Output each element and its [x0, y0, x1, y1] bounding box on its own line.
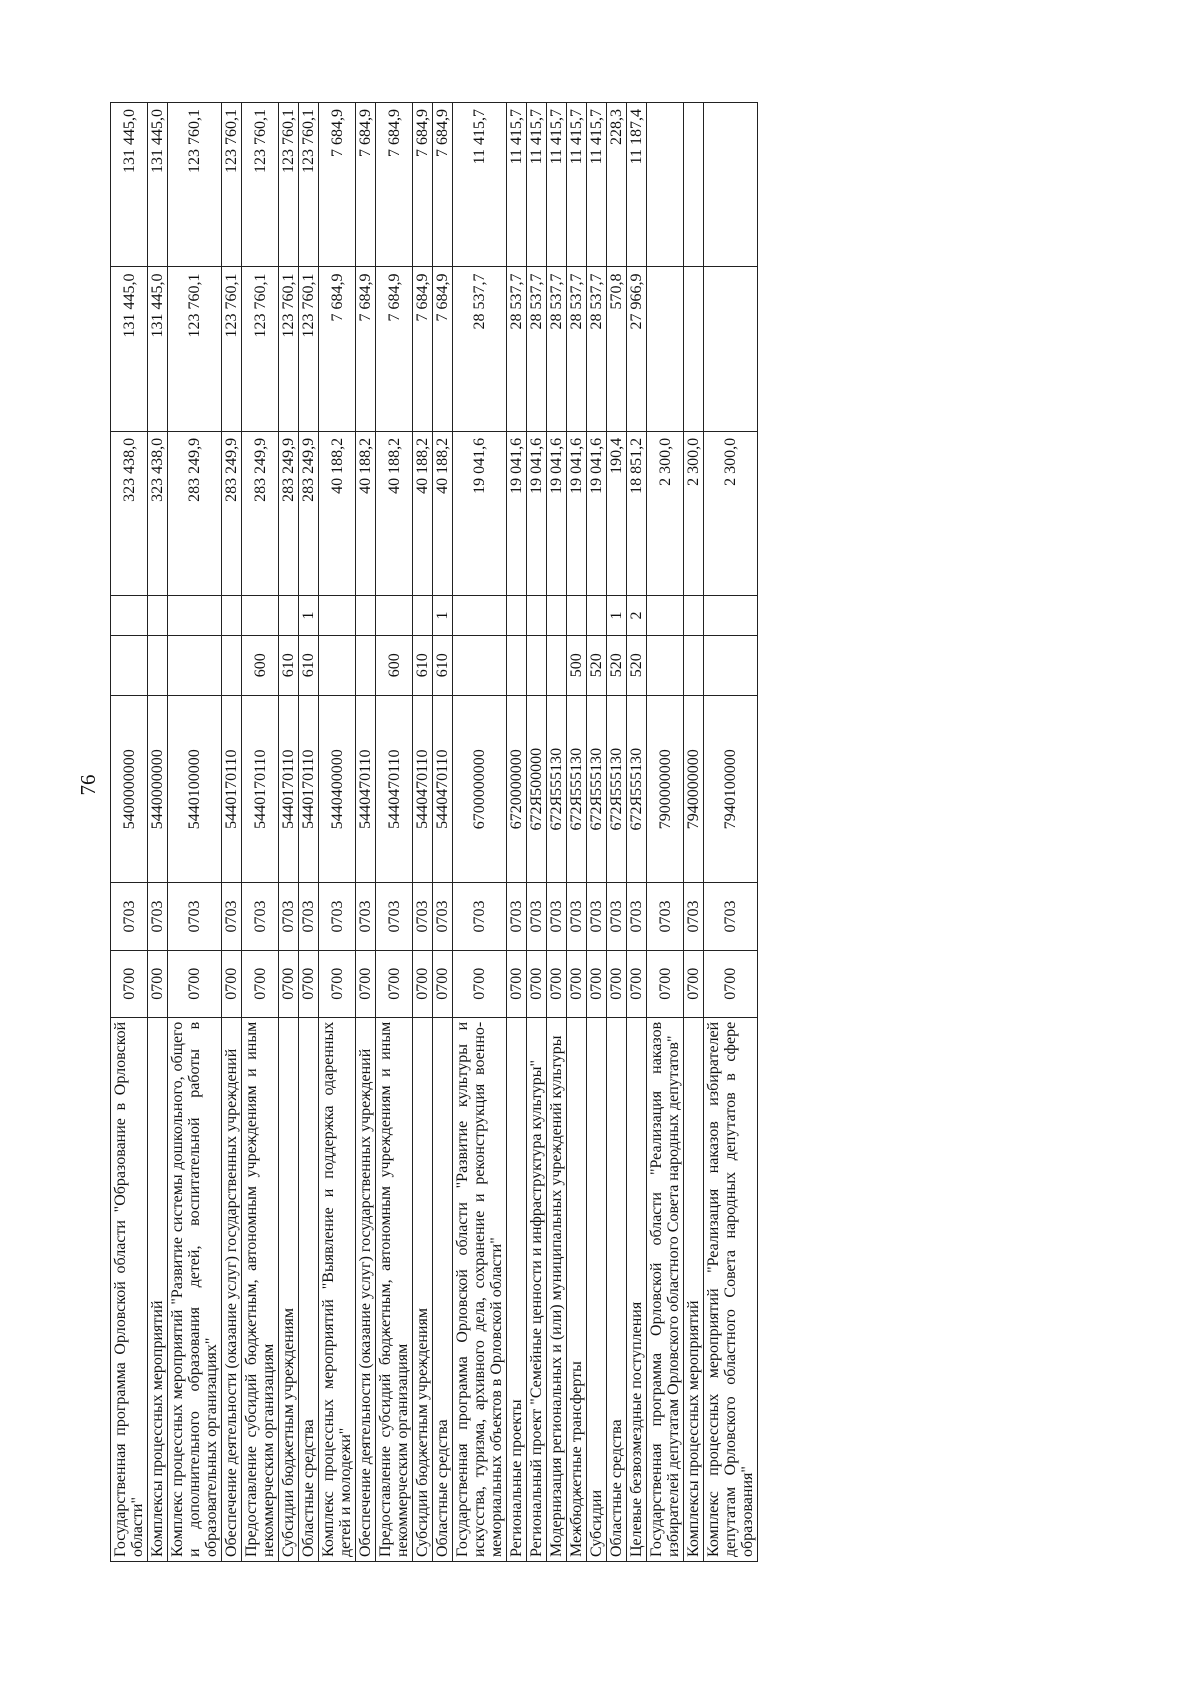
expense-type — [527, 635, 547, 695]
amount-year-3: 11 415,7 — [567, 103, 587, 267]
amount-year-2: 131 445,0 — [148, 267, 168, 431]
target-article: 5440400000 — [319, 695, 356, 883]
table-row — [376, 103, 413, 1562]
expense-type — [684, 635, 704, 695]
section-code: 0700 — [168, 950, 222, 1017]
subsection-code: 0703 — [319, 883, 356, 950]
table-row — [148, 103, 168, 1562]
expense-type — [222, 635, 242, 695]
row-name: Государственная программа Орловской области "Образование в Орловской области" — [111, 1017, 148, 1561]
amount-year-2: 7 684,9 — [356, 267, 376, 431]
amount-year-1: 190,4 — [607, 431, 627, 595]
amount-year-1: 283 249,9 — [242, 431, 279, 595]
table-row — [527, 103, 547, 1562]
subsection-code: 0703 — [607, 883, 627, 950]
table-row — [299, 103, 319, 1562]
amount-year-1: 283 249,9 — [299, 431, 319, 595]
target-article: 5440470110 — [413, 695, 433, 883]
amount-year-3 — [647, 103, 684, 267]
expense-subtype — [704, 596, 758, 635]
row-name: Областные средства — [433, 1017, 453, 1561]
subsection-code: 0703 — [148, 883, 168, 950]
expense-subtype — [684, 596, 704, 635]
table-row — [168, 103, 222, 1562]
expense-type — [319, 635, 356, 695]
amount-year-3: 123 760,1 — [168, 103, 222, 267]
subsection-code: 0703 — [222, 883, 242, 950]
expense-subtype: 2 — [627, 596, 647, 635]
expense-type — [547, 635, 567, 695]
row-name: Модернизация региональных и (или) муниципальных учреждений культуры — [547, 1017, 567, 1561]
amount-year-1: 2 300,0 — [684, 431, 704, 595]
expense-type — [111, 635, 148, 695]
subsection-code: 0703 — [684, 883, 704, 950]
amount-year-3 — [704, 103, 758, 267]
amount-year-2: 7 684,9 — [433, 267, 453, 431]
row-name: Целевые безвозмездные поступления — [627, 1017, 647, 1561]
section-code: 0700 — [704, 950, 758, 1017]
target-article: 672Я555130 — [567, 695, 587, 883]
expense-subtype — [507, 596, 527, 635]
row-name: Предоставление субсидий бюджетным, автономным учреждениям и иным некоммерческим организациям — [242, 1017, 279, 1561]
amount-year-3: 11 415,7 — [527, 103, 547, 267]
amount-year-2: 28 537,7 — [587, 267, 607, 431]
expense-subtype — [111, 596, 148, 635]
amount-year-2: 7 684,9 — [376, 267, 413, 431]
amount-year-1: 19 041,6 — [453, 431, 507, 595]
row-name: Комплексы процессных мероприятий — [148, 1017, 168, 1561]
row-name: Субсидии бюджетным учреждениям — [413, 1017, 433, 1561]
amount-year-3: 131 445,0 — [148, 103, 168, 267]
expense-subtype — [168, 596, 222, 635]
amount-year-2: 123 760,1 — [222, 267, 242, 431]
section-code: 0700 — [507, 950, 527, 1017]
expense-type — [507, 635, 527, 695]
expense-type — [148, 635, 168, 695]
amount-year-1: 19 041,6 — [507, 431, 527, 595]
amount-year-2: 123 760,1 — [299, 267, 319, 431]
row-name: Государственная программа Орловской области "Развитие культуры и искусства, туризма, архивного дела, сохранение и реконструкция военно-мемориальных объектов в Орловской области" — [453, 1017, 507, 1561]
table-row — [279, 103, 299, 1562]
amount-year-2: 28 537,7 — [547, 267, 567, 431]
expense-subtype — [587, 596, 607, 635]
table-body — [111, 103, 758, 1562]
expense-type: 520 — [607, 635, 627, 695]
expense-type: 520 — [627, 635, 647, 695]
target-article: 672Я555130 — [547, 695, 567, 883]
page-number: 76 — [76, 774, 100, 796]
expense-subtype — [413, 596, 433, 635]
amount-year-2 — [684, 267, 704, 431]
expense-type: 610 — [279, 635, 299, 695]
table-row — [704, 103, 758, 1562]
amount-year-1: 40 188,2 — [319, 431, 356, 595]
target-article: 7940000000 — [684, 695, 704, 883]
expense-subtype — [319, 596, 356, 635]
subsection-code: 0703 — [453, 883, 507, 950]
amount-year-1: 40 188,2 — [356, 431, 376, 595]
row-name: Субсидии бюджетным учреждениям — [279, 1017, 299, 1561]
amount-year-3: 123 760,1 — [279, 103, 299, 267]
table-row — [453, 103, 507, 1562]
subsection-code: 0703 — [299, 883, 319, 950]
amount-year-1: 323 438,0 — [111, 431, 148, 595]
target-article: 5440000000 — [148, 695, 168, 883]
expense-type — [168, 635, 222, 695]
expense-subtype — [547, 596, 567, 635]
amount-year-3: 11 415,7 — [547, 103, 567, 267]
amount-year-3: 7 684,9 — [319, 103, 356, 267]
amount-year-2 — [704, 267, 758, 431]
target-article: 672Я555130 — [627, 695, 647, 883]
table-row — [242, 103, 279, 1562]
amount-year-1: 19 041,6 — [547, 431, 567, 595]
target-article: 5440170110 — [299, 695, 319, 883]
table-row — [647, 103, 684, 1562]
expense-type — [647, 635, 684, 695]
amount-year-3: 123 760,1 — [299, 103, 319, 267]
amount-year-3: 7 684,9 — [413, 103, 433, 267]
rotated-table-wrapper — [110, 102, 1060, 1562]
target-article: 6700000000 — [453, 695, 507, 883]
subsection-code: 0703 — [279, 883, 299, 950]
section-code: 0700 — [111, 950, 148, 1017]
expense-subtype: 1 — [607, 596, 627, 635]
target-article: 672Я500000 — [527, 695, 547, 883]
expense-subtype — [567, 596, 587, 635]
amount-year-2: 131 445,0 — [111, 267, 148, 431]
expense-subtype: 1 — [433, 596, 453, 635]
section-code: 0700 — [567, 950, 587, 1017]
row-name: Предоставление субсидий бюджетным, автономным учреждениям и иным некоммерческим организациям — [376, 1017, 413, 1561]
target-article: 5440170110 — [242, 695, 279, 883]
amount-year-3: 228,3 — [607, 103, 627, 267]
amount-year-1: 283 249,9 — [279, 431, 299, 595]
subsection-code: 0703 — [547, 883, 567, 950]
section-code: 0700 — [279, 950, 299, 1017]
amount-year-1: 283 249,9 — [222, 431, 242, 595]
amount-year-2 — [647, 267, 684, 431]
expense-type — [356, 635, 376, 695]
section-code: 0700 — [547, 950, 567, 1017]
table-row — [356, 103, 376, 1562]
amount-year-3: 11 415,7 — [453, 103, 507, 267]
target-article: 5440170110 — [279, 695, 299, 883]
amount-year-1: 323 438,0 — [148, 431, 168, 595]
section-code: 0700 — [647, 950, 684, 1017]
row-name: Государственная программа Орловской области "Реализация наказов избирателей депутатам Орловского областного Совета народных депутатов" — [647, 1017, 684, 1561]
target-article: 5440470110 — [376, 695, 413, 883]
row-name: Межбюджетные трансферты — [567, 1017, 587, 1561]
section-code: 0700 — [148, 950, 168, 1017]
amount-year-2: 123 760,1 — [279, 267, 299, 431]
row-name: Комплекс процессных мероприятий "Реализация наказов избирателей депутатам Орловского областного Совета народных депутатов в сфере образования" — [704, 1017, 758, 1561]
subsection-code: 0703 — [704, 883, 758, 950]
section-code: 0700 — [319, 950, 356, 1017]
amount-year-1: 19 041,6 — [567, 431, 587, 595]
table-row — [433, 103, 453, 1562]
table-row — [627, 103, 647, 1562]
target-article: 5440170110 — [222, 695, 242, 883]
row-name: Областные средства — [607, 1017, 627, 1561]
row-name: Региональные проекты — [507, 1017, 527, 1561]
expense-subtype — [527, 596, 547, 635]
table-row — [507, 103, 527, 1562]
expense-subtype — [376, 596, 413, 635]
row-name: Обеспечение деятельности (оказание услуг) государственных учреждений — [222, 1017, 242, 1561]
amount-year-3: 123 760,1 — [242, 103, 279, 267]
subsection-code: 0703 — [527, 883, 547, 950]
expense-subtype: 1 — [299, 596, 319, 635]
expense-subtype — [222, 596, 242, 635]
row-name: Областные средства — [299, 1017, 319, 1561]
section-code: 0700 — [607, 950, 627, 1017]
section-code: 0700 — [684, 950, 704, 1017]
expense-type: 520 — [587, 635, 607, 695]
target-article: 672Я555130 — [587, 695, 607, 883]
subsection-code: 0703 — [413, 883, 433, 950]
subsection-code: 0703 — [647, 883, 684, 950]
target-article: 5440470110 — [433, 695, 453, 883]
expense-subtype — [279, 596, 299, 635]
expense-type: 610 — [299, 635, 319, 695]
expense-subtype — [148, 596, 168, 635]
target-article: 7900000000 — [647, 695, 684, 883]
amount-year-3: 131 445,0 — [111, 103, 148, 267]
expense-subtype — [356, 596, 376, 635]
table-row — [111, 103, 148, 1562]
amount-year-2: 123 760,1 — [168, 267, 222, 431]
amount-year-3: 7 684,9 — [356, 103, 376, 267]
section-code: 0700 — [413, 950, 433, 1017]
amount-year-3: 11 187,4 — [627, 103, 647, 267]
amount-year-1: 19 041,6 — [587, 431, 607, 595]
section-code: 0700 — [356, 950, 376, 1017]
section-code: 0700 — [527, 950, 547, 1017]
subsection-code: 0703 — [433, 883, 453, 950]
target-article: 5440100000 — [168, 695, 222, 883]
amount-year-2: 7 684,9 — [319, 267, 356, 431]
amount-year-2: 28 537,7 — [567, 267, 587, 431]
amount-year-1: 2 300,0 — [704, 431, 758, 595]
section-code: 0700 — [587, 950, 607, 1017]
amount-year-3: 123 760,1 — [222, 103, 242, 267]
expense-type — [704, 635, 758, 695]
amount-year-3: 11 415,7 — [507, 103, 527, 267]
expense-type: 600 — [242, 635, 279, 695]
document-table-area — [110, 102, 1060, 1562]
subsection-code: 0703 — [567, 883, 587, 950]
expense-subtype — [453, 596, 507, 635]
subsection-code: 0703 — [111, 883, 148, 950]
amount-year-1: 40 188,2 — [376, 431, 413, 595]
target-article: 5400000000 — [111, 695, 148, 883]
section-code: 0700 — [433, 950, 453, 1017]
table-row — [607, 103, 627, 1562]
section-code: 0700 — [299, 950, 319, 1017]
amount-year-1: 19 041,6 — [527, 431, 547, 595]
table-row — [413, 103, 433, 1562]
amount-year-1: 40 188,2 — [413, 431, 433, 595]
expense-type — [453, 635, 507, 695]
table-row — [319, 103, 356, 1562]
amount-year-2: 123 760,1 — [242, 267, 279, 431]
section-code: 0700 — [222, 950, 242, 1017]
subsection-code: 0703 — [587, 883, 607, 950]
amount-year-1: 283 249,9 — [168, 431, 222, 595]
row-name: Комплекс процессных мероприятий "Выявление и поддержка одаренных детей и молодежи" — [319, 1017, 356, 1561]
subsection-code: 0703 — [376, 883, 413, 950]
amount-year-3: 7 684,9 — [433, 103, 453, 267]
expense-type: 500 — [567, 635, 587, 695]
amount-year-3 — [684, 103, 704, 267]
amount-year-1: 18 851,2 — [627, 431, 647, 595]
row-name: Комплекс процессных мероприятий "Развитие системы дошкольного, общего и дополнительного образования детей, воспитательной работы в образовательных организациях" — [168, 1017, 222, 1561]
budget-table — [110, 102, 758, 1562]
expense-subtype — [242, 596, 279, 635]
subsection-code: 0703 — [356, 883, 376, 950]
row-name: Комплексы процессных мероприятий — [684, 1017, 704, 1561]
subsection-code: 0703 — [242, 883, 279, 950]
amount-year-2: 28 537,7 — [527, 267, 547, 431]
table-row — [684, 103, 704, 1562]
subsection-code: 0703 — [627, 883, 647, 950]
section-code: 0700 — [376, 950, 413, 1017]
section-code: 0700 — [453, 950, 507, 1017]
target-article: 6720000000 — [507, 695, 527, 883]
expense-type: 610 — [433, 635, 453, 695]
subsection-code: 0703 — [168, 883, 222, 950]
amount-year-3: 7 684,9 — [376, 103, 413, 267]
table-row — [547, 103, 567, 1562]
section-code: 0700 — [242, 950, 279, 1017]
amount-year-1: 40 188,2 — [433, 431, 453, 595]
amount-year-2: 7 684,9 — [413, 267, 433, 431]
amount-year-1: 2 300,0 — [647, 431, 684, 595]
table-row — [567, 103, 587, 1562]
section-code: 0700 — [627, 950, 647, 1017]
target-article: 5440470110 — [356, 695, 376, 883]
amount-year-2: 570,8 — [607, 267, 627, 431]
table-row — [222, 103, 242, 1562]
expense-subtype — [647, 596, 684, 635]
row-name: Обеспечение деятельности (оказание услуг) государственных учреждений — [356, 1017, 376, 1561]
amount-year-2: 28 537,7 — [507, 267, 527, 431]
target-article: 7940100000 — [704, 695, 758, 883]
amount-year-2: 27 966,9 — [627, 267, 647, 431]
row-name: Субсидии — [587, 1017, 607, 1561]
expense-type: 600 — [376, 635, 413, 695]
amount-year-2: 28 537,7 — [453, 267, 507, 431]
table-row — [587, 103, 607, 1562]
subsection-code: 0703 — [507, 883, 527, 950]
target-article: 672Я555130 — [607, 695, 627, 883]
row-name: Региональный проект "Семейные ценности и инфраструктура культуры" — [527, 1017, 547, 1561]
expense-type: 610 — [413, 635, 433, 695]
amount-year-3: 11 415,7 — [587, 103, 607, 267]
